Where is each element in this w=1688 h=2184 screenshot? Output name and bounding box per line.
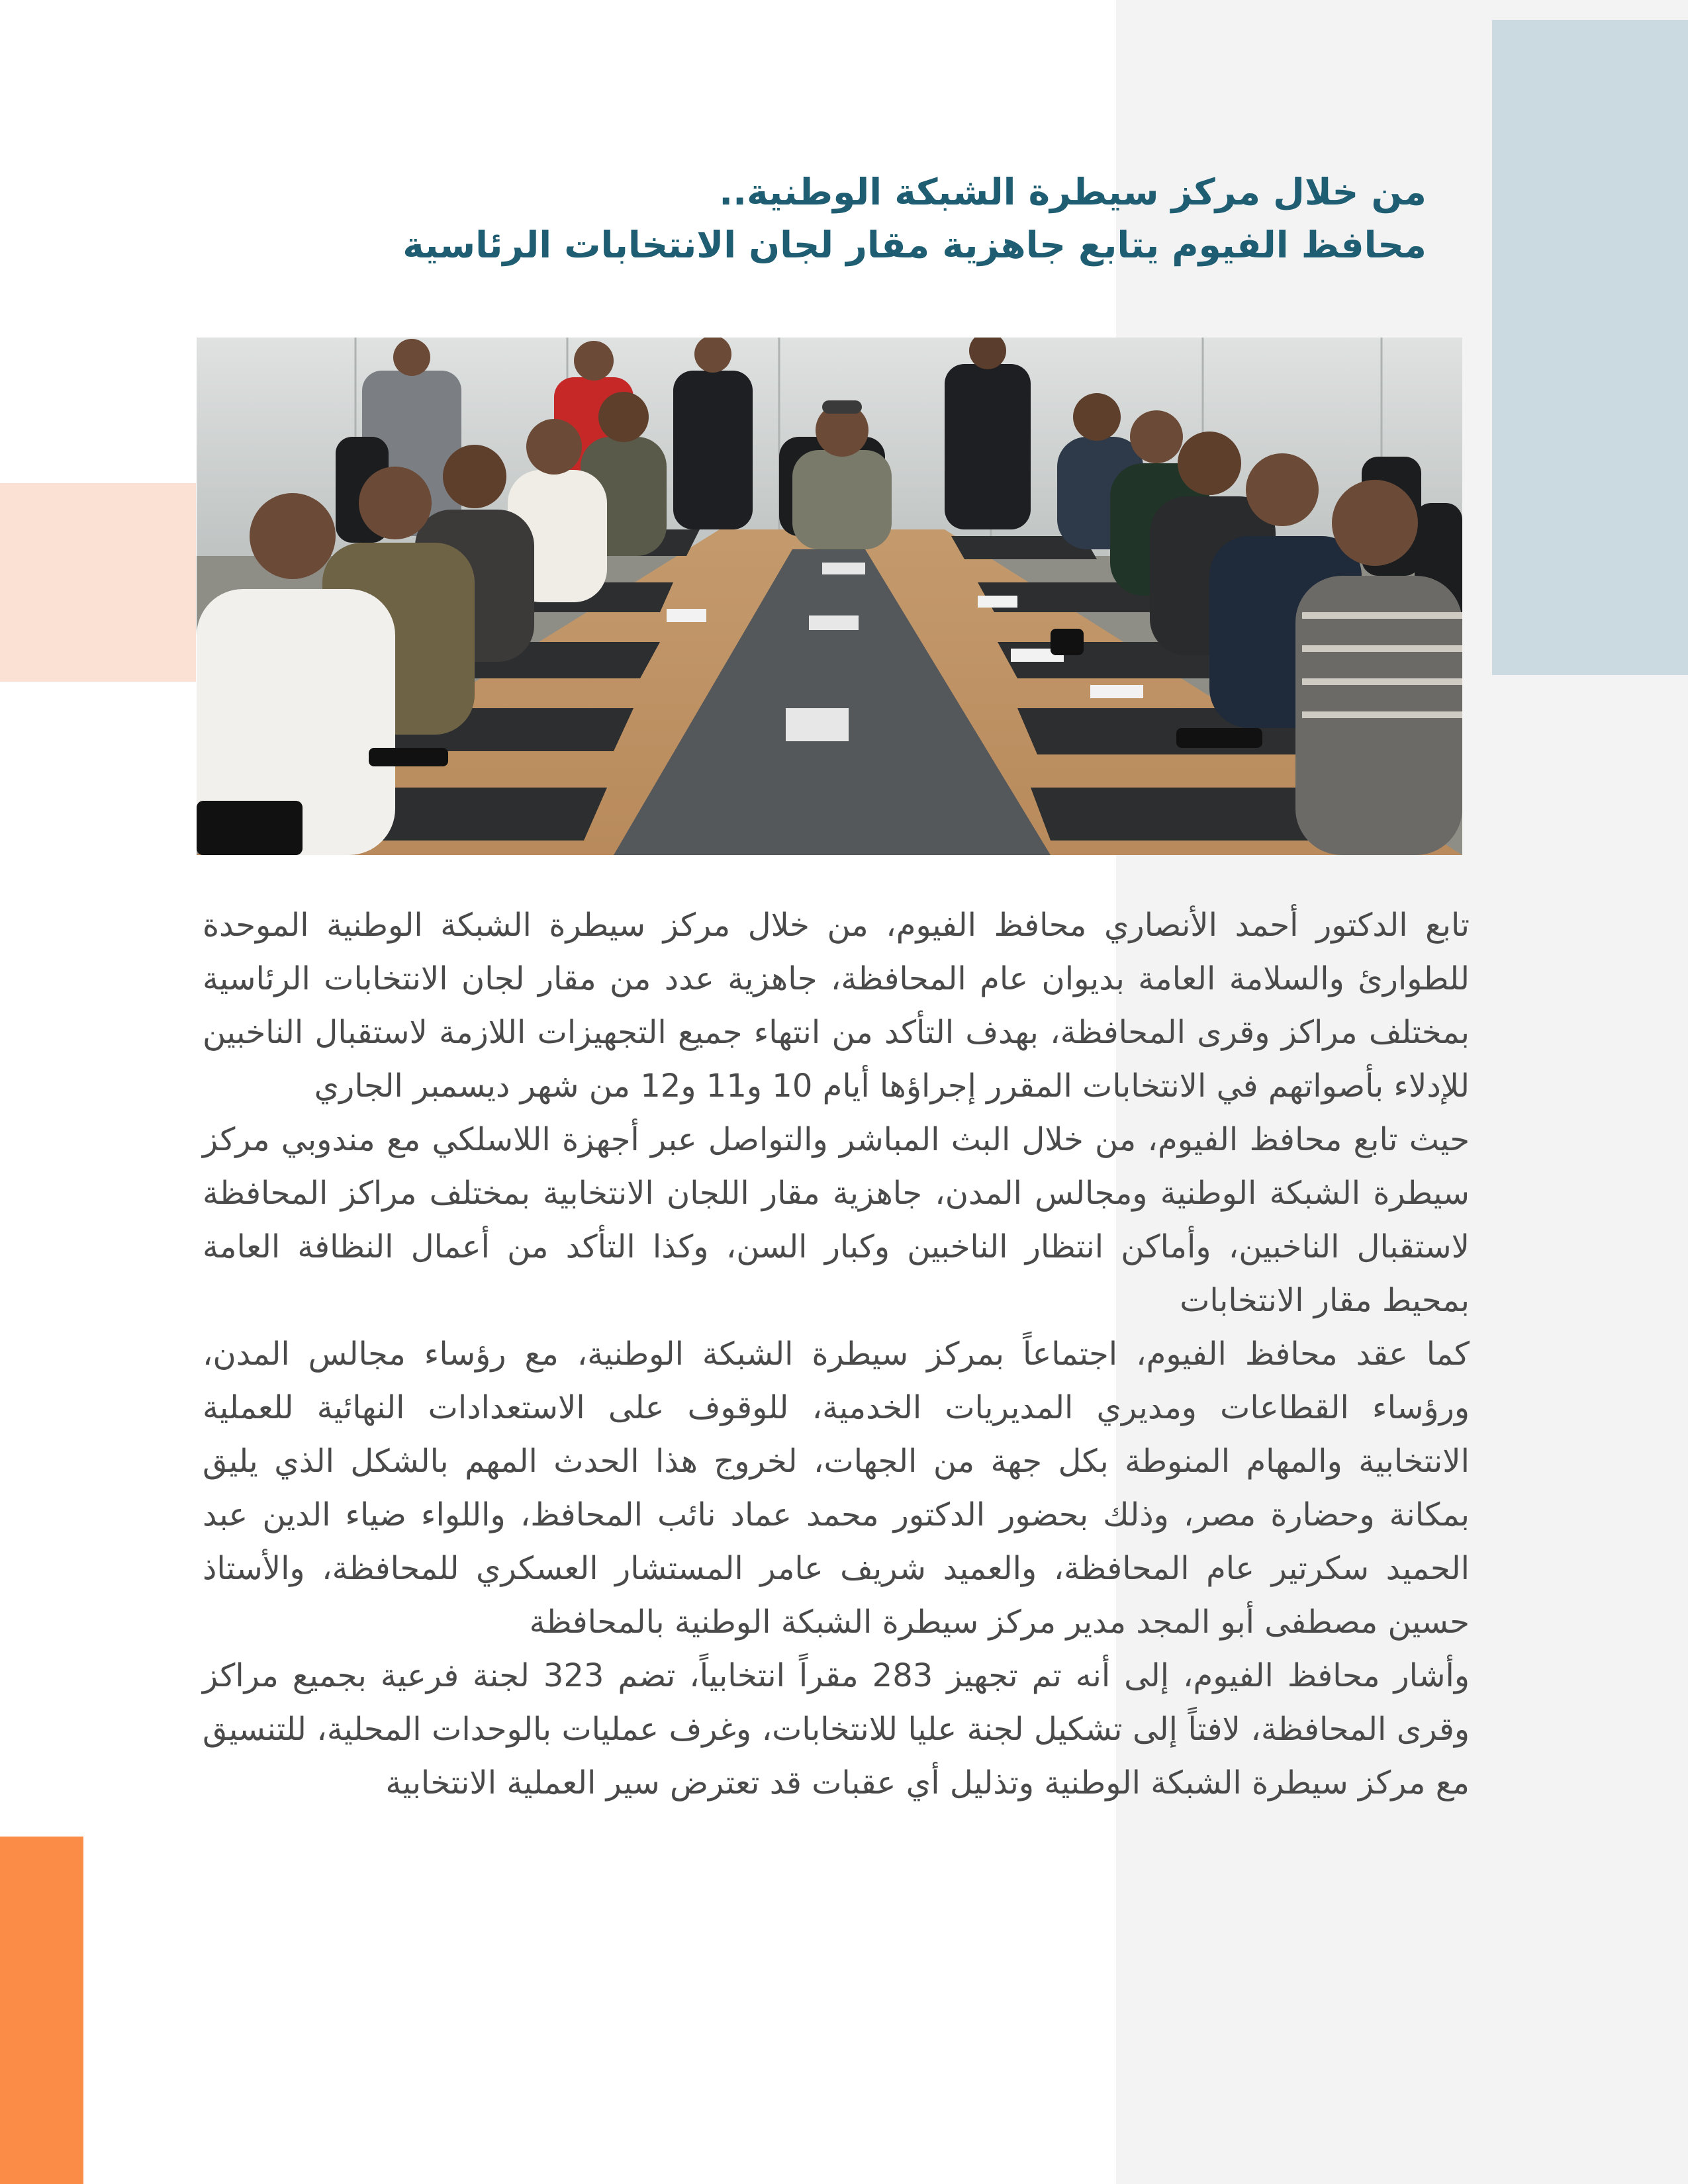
headline-line-2: محافظ الفيوم يتابع جاهزية مقار لجان الانتخابات الرئاسية <box>402 224 1427 266</box>
meeting-photo <box>197 338 1462 855</box>
article-paragraph-1: تابع الدكتور أحمد الأنصاري محافظ الفيوم، من خلال مركز سيطرة الشبكة الوطنية الموحدة للطوارئ والسلامة العامة بديوان عام المحافظة، جاهزية عدد من مقار لجان الانتخابات الرئاسية بمختلف مراكز وقرى المحافظة، بهدف التأكد من انتهاء جميع التجهيزات اللازمة لاستقبال الناخبين للإدلاء بأصواتهم في الانتخابات المقرر إجراؤها أيام 10 و11 و12 من شهر ديسمبر الجاري <box>203 907 1470 1105</box>
blue-decor-block <box>1492 20 1688 675</box>
article-body <box>203 899 1470 1810</box>
headline <box>199 165 1427 271</box>
article-paragraph-4: وأشار محافظ الفيوم، إلى أنه تم تجهيز 283 مقراً انتخابياً، تضم 323 لجنة فرعية بجميع مراكز وقرى المحافظة، لافتاً إلى تشكيل لجنة عليا للانتخابات، وغرف عمليات بالوحدات المحلية، للتنسيق مع مركز سيطرة الشبكة الوطنية وتذليل أي عقبات قد تعترض سير العملية الانتخابية <box>203 1657 1470 1801</box>
article-paragraph-2: حيث تابع محافظ الفيوم، من خلال البث المباشر والتواصل عبر أجهزة اللاسلكي مع مندوبي مركز سيطرة الشبكة الوطنية ومجالس المدن، جاهزية مقار اللجان الانتخابية بمختلف مراكز المحافظة لاستقبال الناخبين، وأماكن انتظار الناخبين وكبار السن، وكذا التأكد من أعمال النظافة العامة بمحيط مقار الانتخابات <box>203 1121 1470 1319</box>
headline-line-1: من خلال مركز سيطرة الشبكة الوطنية.. <box>719 171 1427 213</box>
article-paragraph-3: كما عقد محافظ الفيوم، اجتماعاً بمركز سيطرة الشبكة الوطنية، مع رؤساء مجالس المدن، ورؤساء القطاعات ومديري المديريات الخدمية، للوقوف على الاستعدادات النهائية للعملية الانتخابية والمهام المنوطة بكل جهة من الجهات، لخروج هذا الحدث المهم بالشكل الذي يليق بمكانة وحضارة مصر، وذلك بحضور الدكتور محمد عماد نائب المحافظ، واللواء ضياء الدين عبد الحميد سكرتير عام المحافظة، والعميد شريف عامر المستشار العسكري للمحافظة، والأستاذ حسين مصطفى أبو المجد مدير مركز سيطرة الشبكة الوطنية بالمحافظة <box>203 1336 1470 1641</box>
orange-decor-block <box>0 1837 83 2184</box>
peach-decor-block <box>0 483 196 682</box>
